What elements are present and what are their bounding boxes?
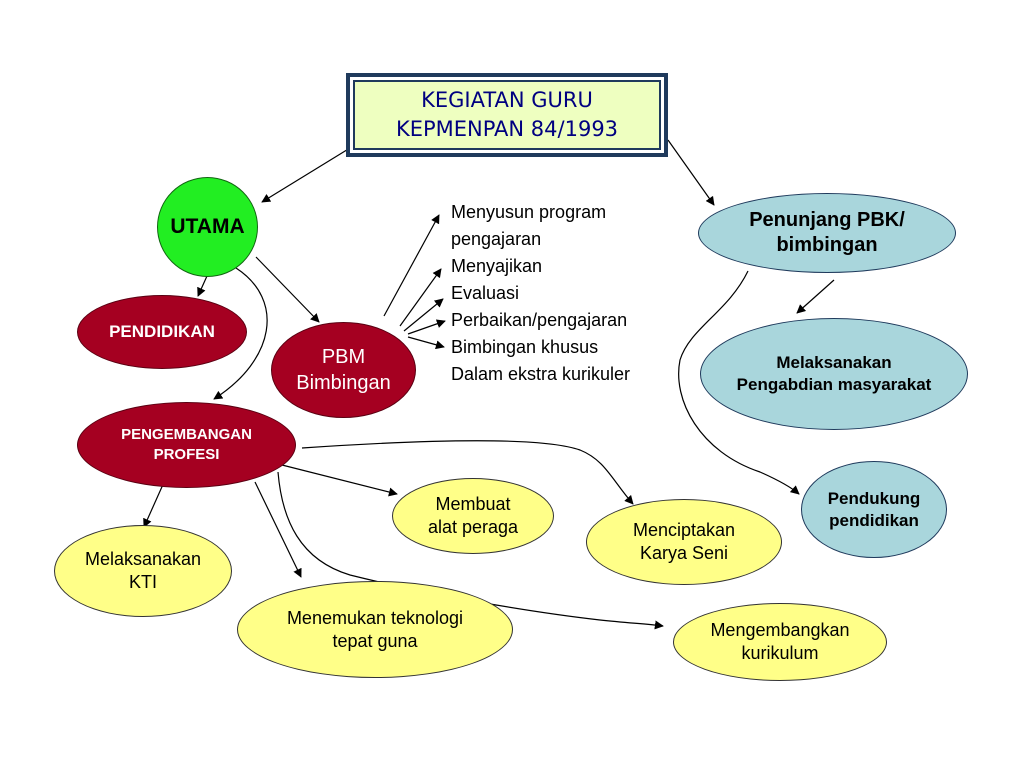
node-pbm-label-1: PBM <box>321 346 366 368</box>
node-pengabdian-label-1: Melaksanakan <box>776 353 892 372</box>
node-pengembangan-label-2: PROFESI <box>153 446 220 463</box>
node-kurikulum-label-1: Mengembangkan <box>710 620 850 640</box>
node-pendukung-label-2: pendidikan <box>829 510 919 530</box>
node-pengembangan-label-1: PENGEMBANGAN <box>121 426 252 443</box>
node-teknologi-label-1: Menemukan teknologi <box>286 607 464 628</box>
pbm-activity-item: Menyusun program <box>451 202 607 222</box>
arrow-pbm-to-bimbingan-khusus <box>408 337 444 347</box>
pbm-activity-item: Bimbingan khusus <box>451 337 599 357</box>
node-mengembangkan-kurikulum <box>673 603 887 681</box>
node-kti-label-1: Melaksanakan <box>84 549 202 569</box>
title-box <box>346 73 668 157</box>
node-utama <box>157 177 258 277</box>
node-penunjang-label-1: Penunjang PBK/ <box>749 209 905 231</box>
node-teknologi-label-2: tepat guna <box>332 630 418 651</box>
arrow-title-to-penunjang <box>668 140 714 205</box>
node-penunjang <box>698 193 956 273</box>
node-pbm-bimbingan <box>271 322 416 418</box>
node-pengabdian <box>700 318 968 430</box>
pbm-activity-item: Dalam ekstra kurikuler <box>451 364 631 384</box>
pbm-activity-item: Evaluasi <box>451 283 520 303</box>
node-kurikulum-label-2: kurikulum <box>741 643 819 663</box>
node-pengembangan-profesi <box>77 402 296 488</box>
node-melaksanakan-kti <box>54 525 232 617</box>
pbm-activity-list <box>451 199 630 388</box>
pbm-activity-item: Menyajikan <box>451 256 543 276</box>
node-pendidikan-label: PENDIDIKAN <box>109 322 215 341</box>
node-pengabdian-label-2: Pengabdian masyarakat <box>736 375 932 394</box>
node-membuat-alat-peraga <box>392 478 554 554</box>
pbm-activity-item: Perbaikan/pengajaran <box>451 310 628 330</box>
pbm-activity-item: pengajaran <box>451 229 542 249</box>
node-penunjang-label-2: bimbingan <box>776 234 878 256</box>
arrow-title-to-utama <box>262 148 350 202</box>
arrow-pbm-to-menyusun <box>384 215 439 316</box>
node-menciptakan-karya-seni <box>586 499 782 585</box>
node-utama-label: UTAMA <box>170 215 245 238</box>
arrow-utama-to-pbm <box>256 257 319 322</box>
arrow-pbm-to-evaluasi <box>404 299 443 331</box>
node-kti-label-2: KTI <box>128 572 157 592</box>
node-menciptakan-label-2: Karya Seni <box>639 543 729 563</box>
node-membuat-label-2: alat peraga <box>427 517 519 537</box>
node-menemukan-teknologi <box>237 581 513 678</box>
title-line-1: KEGIATAN GURU <box>421 88 593 112</box>
arrow-pengembangan-to-teknologi <box>255 482 301 577</box>
arrow-utama-to-pendidikan <box>198 276 207 296</box>
node-menciptakan-label-1: Menciptakan <box>632 520 736 540</box>
node-pendidikan <box>77 295 247 369</box>
arrow-penunjang-to-pengabdian <box>797 280 834 313</box>
arrow-pengembangan-to-kti <box>144 480 165 527</box>
node-pendukung <box>801 461 947 558</box>
node-pendukung-label-1: Pendukung <box>827 488 921 508</box>
node-pbm-label-2: Bimbingan <box>296 372 391 394</box>
title-line-2: KEPMENPAN 84/1993 <box>395 117 619 141</box>
node-membuat-label-1: Membuat <box>435 494 511 514</box>
arrow-pengembangan-to-membuat <box>282 465 397 494</box>
